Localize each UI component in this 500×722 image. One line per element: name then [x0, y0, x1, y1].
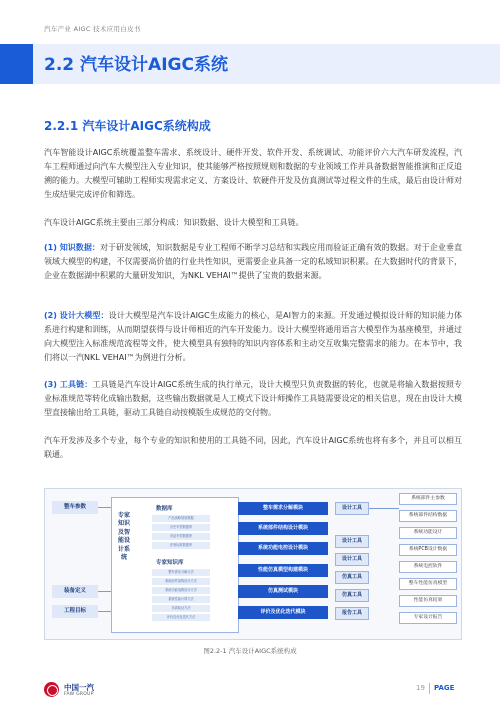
toolchain-lead: (3) 工具链：	[44, 380, 93, 389]
connector	[98, 591, 111, 592]
fig-module: 系统部件结构设计模块	[238, 522, 328, 535]
chapter-title: 2.2 汽车设计AIGC系统	[44, 55, 228, 75]
running-header: 汽车产业 AIGC 技术应用白皮书	[44, 25, 141, 33]
connector	[369, 508, 399, 509]
connector	[98, 507, 111, 508]
knowledge-data-body: 对于研发领域，知识数据是专业工程师不断学习总结和实践应用而验证正确有效的数据。对于企业垂直领域大模型的构建，不仅需要高价值的行业共性知识，更需要企业具备一定的私域知识积累。在大数据时代的背景下，企业在数据湖中积累的大量研发知识，为NKL VEHAI™提供了宝贵的数据来源。	[44, 243, 462, 281]
fig-tool: 设计工具	[335, 553, 369, 566]
aigc-system-figure	[44, 488, 462, 640]
fig-output: 整车性能仿真模型	[399, 578, 457, 590]
fig-knowledge-item: 评价及优化迭代方法	[152, 614, 210, 621]
fig-tool: 仿真工具	[335, 571, 369, 584]
paragraph-design-model	[44, 309, 462, 365]
fig-module: 整车需求分解模块	[238, 502, 328, 515]
fig-database-title: 数据库	[156, 506, 173, 512]
fig-database-item: 法规标准数据库	[152, 542, 210, 549]
design-model-lead: (2) 设计大模型：	[44, 311, 109, 320]
fig-tool: 设计工具	[335, 535, 369, 548]
page-separator	[429, 683, 430, 694]
fig-output: 性能仿真结果	[399, 595, 457, 607]
fig-module: 性能仿真模型构建模块	[238, 564, 328, 577]
fig-knowledge-item: 整车需求分解方法	[152, 569, 210, 576]
fig-tool: 仿真工具	[335, 589, 369, 602]
chapter-bar	[0, 44, 33, 84]
fig-knowledge-item: 仿真验证方法	[152, 605, 210, 612]
fig-input-engineering-target: 工程目标	[52, 605, 98, 618]
fig-knowledge-item: 系统功能电路设计方法	[152, 587, 210, 594]
connector	[98, 611, 111, 612]
fig-module: 评价及优化迭代模块	[238, 606, 328, 619]
toolchain-body: 工具链是汽车设计AIGC系统生成的执行单元，设计大模型只负责数据的转化，也就是将输入数据按照专业标准规范等转化成输出数据，这些输出数据就是人工模式下设计师操作工具链需要设定的相关信息，现在由设计大模型直接输出给工具链，驱动工具链自动按模版生成规范的交付物。	[44, 380, 462, 418]
brand-name-cn: 中国一汽	[64, 683, 94, 692]
fig-database-item: 竞品车型数据库	[152, 533, 210, 540]
fig-knowledge-item: 系统性能计算方法	[152, 596, 210, 603]
fig-database-item: 产品战略规划数据	[152, 515, 210, 522]
fig-expert-system-label: 专家知识及智能设计系统	[118, 512, 131, 562]
brand-name-en: FAW GROUP	[64, 692, 94, 697]
paragraph-interconnect: 汽车开发涉及多个专业，每个专业的知识和使用的工具链不同，因此，汽车设计AIGC系统也将有多个，并且可以相互联通。	[44, 436, 462, 460]
fig-output: 系统部件主参数	[399, 493, 457, 505]
fig-output: 系统部件结构数据	[399, 510, 457, 522]
paragraph-composition: 汽车设计AIGC系统主要由三部分构成：知识数据、设计大模型和工具链。	[44, 218, 304, 227]
paragraph-intro: 汽车智能设计AIGC系统覆盖整车需求、系统设计、硬件开发、软件开发、系统调试、功能评价六大汽车研发流程，汽车工程师通过向汽车大模型注入专业知识，使其能够严格按照规则和数据的专业领域工作并具备数据智能推演和正反追溯的能力。大模型可辅助工程师实现需求定义、方案设计、软硬件开发及仿真测试等过程文件的生成，最后由设计师对生成结果完成评价和筛选。	[44, 148, 462, 200]
paragraph-toolchain	[44, 378, 462, 420]
fig-tool: 报告工具	[335, 607, 369, 620]
fig-input-equipment: 装备定义	[52, 585, 98, 598]
knowledge-data-lead: (1) 知识数据：	[44, 243, 100, 252]
fig-knowledge-item: 系统部件架构设计方法	[152, 578, 210, 585]
section-title: 2.2.1 汽车设计AIGC系统构成	[44, 119, 211, 133]
fig-expert-system	[111, 497, 239, 633]
design-model-body: 设计大模型是汽车设计AIGC生成能力的核心，是AI智力的来源。开发通过模拟设计师的知识能力体系进行构建和训练，从而期望获得与设计师相近的汽车开发能力。设计大模型将通用语言大模型作为基座模型，并通过向大模型注入标准规范流程等文件，使大模型具有独特的知识内容体系和主动交互收集完整需求的能力。在本节中，我们将以一汽NKL VEHAI™为例进行分析。	[44, 311, 462, 363]
fig-module: 仿真测试模块	[238, 585, 328, 598]
fig-output: 专家设计报告	[399, 612, 457, 624]
fig-tool: 设计工具	[335, 502, 369, 515]
figure-caption: 图2.2-1 汽车设计AIGC系统构成	[203, 647, 297, 655]
page-label: PAGE	[434, 684, 455, 692]
paragraph-knowledge-data	[44, 241, 462, 283]
chapter-banner	[0, 44, 500, 84]
fig-database-item: 历史车型数据库	[152, 524, 210, 531]
fig-input-vehicle-params: 整车参数	[52, 501, 98, 514]
fig-knowledge-title: 专家知识库	[156, 560, 184, 566]
fig-output: 系统功能设计	[399, 527, 457, 539]
fig-output: 系统PCB设计数据	[399, 544, 457, 556]
fig-output: 系统电控软件	[399, 561, 457, 573]
page-number: 19	[416, 684, 425, 692]
fig-module: 系统功能电控设计模块	[238, 542, 328, 555]
faw-badge-icon	[44, 682, 59, 697]
